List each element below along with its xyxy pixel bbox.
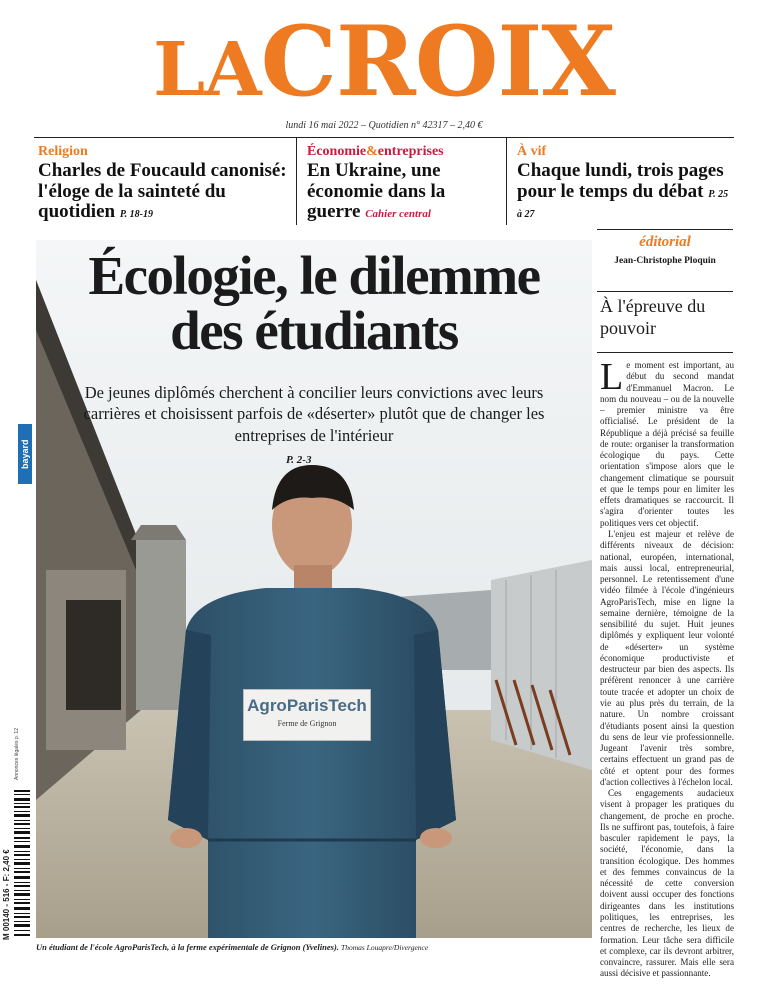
editorial-author: Jean-Christophe Ploquin (614, 256, 716, 266)
teaser-kicker: Religion (38, 144, 88, 159)
teaser-title (38, 161, 292, 223)
newspaper-logo[interactable] (0, 5, 768, 118)
paragraph-text: e moment est important, au début du second mandat d'Emmanuel Macron. Le nom du nouveau – ou de la nouvelle – premier ministre va être officialisé. Le président de la République a déjà précisé sa feuille de route: organiser la transformation écologique du pays. Cette orientation s'impose alors que le changement climatique se poursuit et que le temps pour en limiter les effets dramatiques se raccourcit. Il s'agira d'orienter toutes les politiques vers cet objectif. (600, 360, 734, 528)
standfirst: De jeunes diplômés cherchent à concilier leurs convictions avec leurs carrières et choisissent parfois de «déserter» plutôt que de changer les entreprises de l'intérieur (83, 383, 545, 445)
editorial-rule (597, 352, 733, 353)
teaser-pageref: Cahier central (365, 208, 431, 221)
teaser-bar (34, 137, 734, 225)
headline-line-1: Écologie, le dilemme (88, 245, 540, 306)
kicker-ampersand: & (366, 144, 378, 159)
logo-croix: CROIX (260, 5, 615, 118)
teaser-pageref: P. 18-19 (119, 209, 153, 221)
photo-caption (36, 942, 592, 952)
editorial-title[interactable]: À l'épreuve du pouvoir (600, 296, 706, 338)
teaser-a-vif[interactable] (506, 138, 734, 225)
teaser-religion[interactable] (34, 138, 296, 225)
kicker-part-a: Économie (307, 144, 367, 159)
editorial-rule (597, 229, 733, 230)
barcode-number: M 00140 - 516 - F: 2,40 € (2, 849, 11, 940)
spine-legal-text: Annonces légales p. 12 (14, 728, 20, 780)
editorial-rule (597, 291, 733, 292)
bayard-logo: bayard (18, 424, 32, 484)
agroparistech-patch (243, 689, 371, 741)
teaser-title-text: Chaque lundi, trois pages pour le temps du débat (517, 160, 724, 202)
teaser-economie[interactable] (296, 138, 506, 225)
kicker-part-b: entreprises (377, 144, 444, 159)
editorial-paragraph (600, 356, 734, 529)
headline-line-2: des étudiants (170, 300, 458, 361)
patch-subtitle: Ferme de Grignon (277, 719, 337, 728)
editorial-label: éditorial (639, 234, 691, 250)
editorial-dropcap: L (600, 356, 624, 398)
main-pageref[interactable]: P. 2-3 (286, 454, 312, 466)
editorial-paragraph: L'enjeu est majeur et relève de différents niveaux de décision: national, européen, international, mais aussi local, entrepreneurial, personnel. Le retentissement d'une vidéo filmée à l'école d'ingénieurs AgroParisTech, mise en ligne la semaine dernière, témoigne de la sensibilité du sujet. Huit jeunes diplômés y expliquent leur volonté de «déserter» un système économique productiviste et destructeur par bien des aspects. Ils préfèrent renoncer à une carrière toute tracée et adopter un choix de vie au plus près du terrain, de la nature. Un nombre croissant d'étudiants posent ainsi la question du sens de leur vie professionnelle. Jugeant l'avenir très sombre, certains effectuent un grand pas de côté et optent pour des formes d'action collectives à l'échelon local. (600, 528, 734, 787)
logo-la: LA (153, 27, 261, 113)
patch-logo: AgroParisTech (247, 696, 367, 715)
dateline: lundi 16 mai 2022 – Quotidien n° 42317 – 2,40 € (285, 120, 483, 131)
teaser-title-text: Charles de Foucauld canonisé: l'éloge de la sainteté du quotidien (38, 160, 287, 223)
teaser-pageref: P. 25 à 27 (517, 188, 729, 221)
teaser-kicker (307, 144, 502, 159)
teaser-title-text: En Ukraine, une économie dans la guerre (307, 160, 446, 223)
teaser-title (307, 161, 502, 223)
editorial-body (600, 356, 734, 980)
teaser-title (517, 161, 730, 223)
caption-text: Un étudiant de l'école AgroParisTech, à la ferme expérimentale de Grignon (Yvelines). (36, 942, 339, 952)
photo-credit: Thomas Louapre/Divergence (341, 943, 429, 952)
editorial-paragraph: Ces engagements audacieux visent à propager les pratiques du changement, de proche en proche. Ils ne suffiront pas, toutefois, à faire basculer rapidement le pays, la société, l'économie, dans la transition écologique. Des hommes et des femmes convaincus de la nécessité de cette conversion doivent aussi occuper des fonctions dirigeantes dans les institutions politiques, les entreprises, les centres de recherche, les lieux de formation. Leur tâche sera difficile et complexe, car ils devront arbitrer, convaincre, rassurer. Mais elle sera aussi décisive et passionnante. (600, 788, 734, 979)
main-headline[interactable] (36, 245, 592, 361)
cover-photo[interactable] (36, 240, 592, 938)
teaser-kicker: À vif (517, 144, 547, 159)
barcode-icon (12, 790, 32, 940)
masthead (0, 5, 768, 118)
